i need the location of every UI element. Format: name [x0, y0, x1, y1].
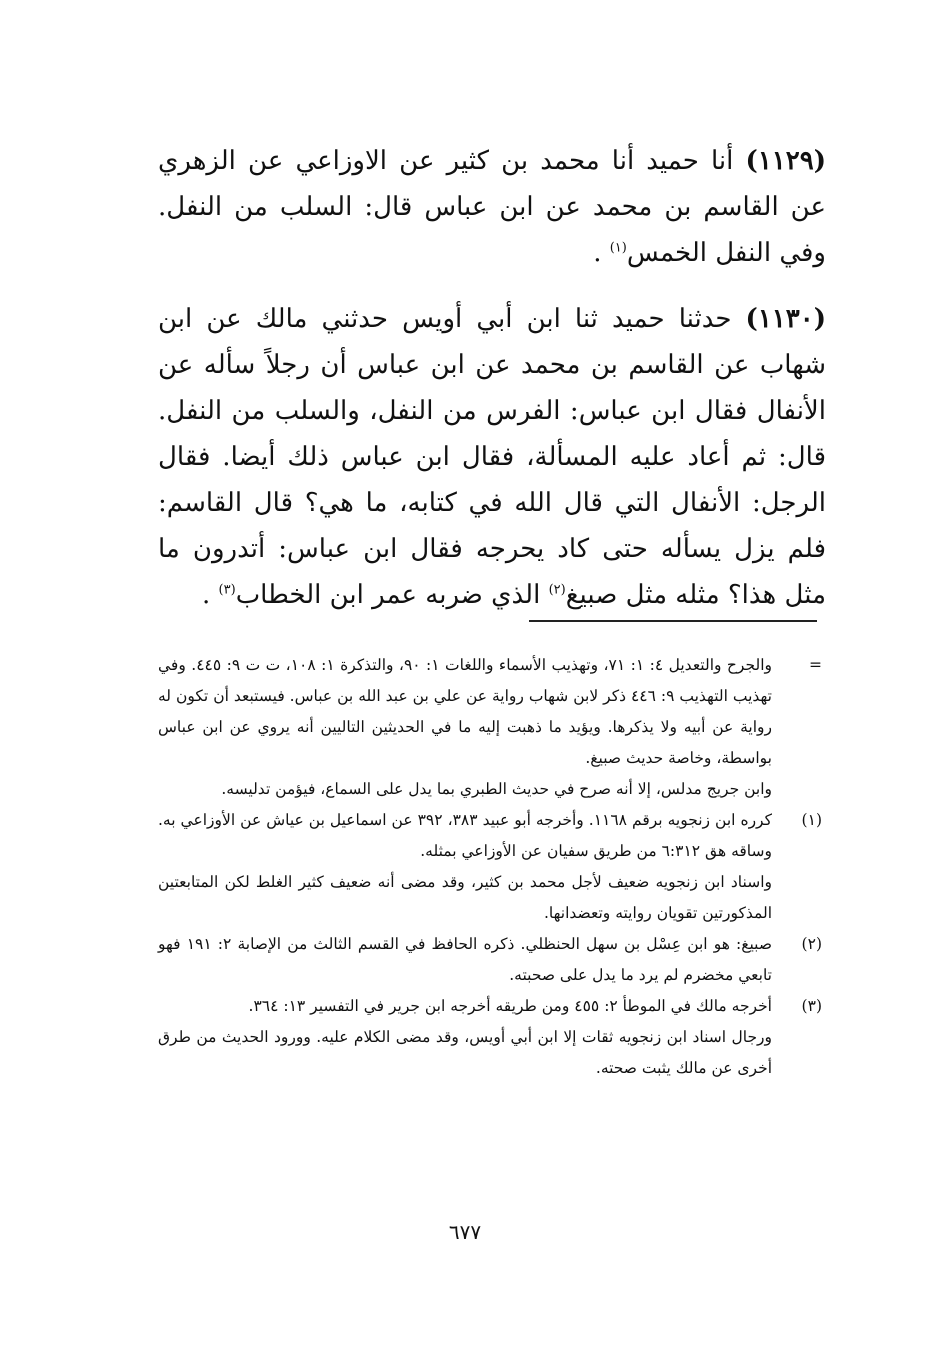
hadith-1129 — [158, 138, 826, 276]
footnotes — [158, 650, 826, 1084]
hadith-text: الذي ضربه عمر ابن الخطاب — [235, 580, 549, 610]
footnote-body — [158, 805, 772, 929]
footnote-1 — [158, 805, 826, 929]
footnote-paragraph: كرره ابن زنجويه برقم ١١٦٨. وأخرجه أبو عبيد ٣٨٣، ٣٩٢ عن اسماعيل بن عياش عن الأوزاعي به. وساقه هق ٦:٣١٢ من طريق سفيان عن الأوزاعي بمثله. — [158, 811, 772, 860]
hadith-end: . — [202, 580, 219, 610]
footnote-ref: (٢) — [548, 582, 566, 598]
footnote-ref: (٣) — [218, 582, 236, 598]
footnote-mark: (١) — [801, 811, 822, 829]
footnote-ref: (١) — [609, 240, 627, 256]
main-text — [158, 138, 826, 638]
hadith-number: (١١٣٠) — [745, 304, 826, 334]
footnote-mark: (٢) — [801, 935, 822, 953]
hadith-number: (١١٢٩) — [745, 146, 826, 176]
footnote-body — [158, 991, 772, 1084]
footnote-3 — [158, 991, 826, 1084]
footnote-2 — [158, 929, 826, 991]
footnote-paragraph: واسناد ابن زنجويه ضعيف لأجل محمد بن كثير، وقد مضى أنه ضعيف كثير الغلط لكن المتابعتين المذكورتين تقويان روايته وتعضدانها. — [158, 873, 772, 922]
footnote-body — [158, 650, 772, 805]
hadith-text: أنا حميد أنا محمد بن كثير عن الاوزاعي عن الزهري عن القاسم بن محمد عن ابن عباس قال: السلب من النفل. وفي النفل الخمس — [158, 146, 826, 268]
hadith-text: حدثنا حميد ثنا ابن أبي أويس حدثني مالك عن ابن شهاب عن القاسم بن محمد عن ابن عباس أن رجلاً سأله عن الأنفال فقال ابن عباس: الفرس من النفل، والسلب من النفل. قال: ثم أعاد عليه المسألة، فقال ابن عباس ذلك أيضا. فقال الرجل: الأنفال التي قال الله في كتابه، ما هي؟ قال القاسم: فلم يزل يسأله حتى كاد يحرجه فقال ابن عباس: أتدرون ما مثل هذا؟ مثله مثل صبيغ — [158, 304, 826, 610]
footnote-body — [158, 929, 772, 991]
page-number: ٦٧٧ — [448, 1220, 482, 1244]
hadith-1130 — [158, 296, 826, 618]
hadith-end: . — [593, 238, 610, 268]
footnote-separator — [529, 620, 817, 622]
footnote-paragraph: وابن جريج مدلس، إلا أنه صرح في حديث الطبري بما يدل على السماع، فيؤمن تدليسه. — [221, 780, 772, 798]
footnote-paragraph: والجرح والتعديل ٤: ١: ٧١، وتهذيب الأسماء واللغات ١: ٩٠، والتذكرة ١: ١٠٨، ت ت ٩: ٤٤٥. وفي تهذيب التهذيب ٩: ٤٤٦ ذكر لابن شهاب رواية عن علي بن عبد الله بن عباس. فيستبعد أن تكون له رواية عن أبيه ولا يذكرها. ويؤيد ما ذهبت إليه ما في الحديثين التاليين أنه يروي عن ابن عباس بواسطة، وخاصة حديث صبيغ. — [158, 656, 773, 767]
footnote-paragraph: ورجال اسناد ابن زنجويه ثقات إلا ابن أبي أويس، وقد مضى الكلام عليه. وورود الحديث من طرق أخرى عن مالك يثبت صحته. — [158, 1028, 772, 1077]
footnote-paragraph: أخرجه مالك في الموطأ ٢: ٤٥٥ ومن طريقه أخرجه ابن جرير في التفسير ١٣: ٣٦٤. — [248, 997, 772, 1015]
footnote-mark: = — [809, 656, 822, 674]
footnote-continued — [158, 650, 826, 805]
footnote-mark: (٣) — [801, 997, 822, 1015]
footnote-paragraph: صبيغ: هو ابن عِسْل بن سهل الحنظلي. ذكره الحافظ في القسم الثالث من الإصابة ٢: ١٩١ فهو تابعي مخضرم لم يرد ما يدل على صحبته. — [158, 935, 772, 984]
